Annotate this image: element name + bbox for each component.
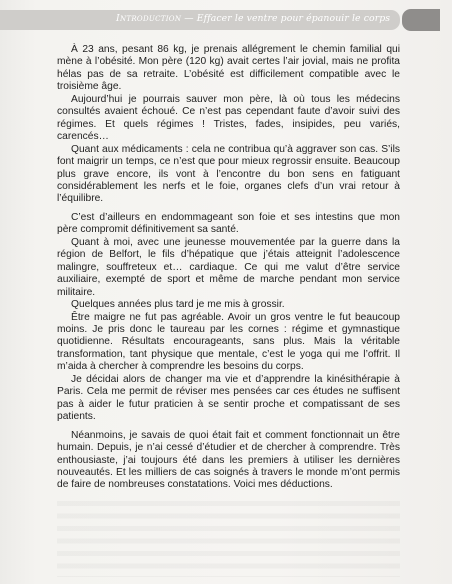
paragraph: Quelques années plus tard je me mis à grossir.	[71, 299, 285, 311]
paragraph: Néanmoins, je savais de quoi était fait et comment fonctionnait un être humain. Depuis, je n’ai cessé d’étudier et de chercher à comprendre. Très enthousiaste, j’ai toujours été dans les premiers à utiliser les dernières nouveautés. Et les milliers de cas soignés à travers le monde m’ont permis de faire de nombreuses constatations. Voici mes déductions.	[57, 429, 400, 491]
paragraph: Aujourd’hui je pourrais sauver mon père, là où tous les médecins consultés avaient échoué. Ce n’est pas cependant faute d’avoir suivi des régimes. Et quels régimes ! Tristes, fades, insipides, peu variés, carencés…	[57, 93, 400, 143]
chapter-tab	[402, 9, 440, 31]
show-through-text	[57, 497, 400, 577]
paragraph: Être maigre ne fut pas agréable. Avoir un gros ventre le fut beaucoup moins. Je pris donc le taureau par les cornes : régime et gymnastique quotidienne. Résultats encourageants, sans plus. Mais la véritable transformation, tant physique que mentale, c’est le yoga qui me l’offrit. Il m’aida à chercher à comprendre les besoins du corps.	[57, 311, 400, 373]
paragraph: À 23 ans, pesant 86 kg, je prenais allégrement le chemin familial qui mène à l’obésité. Mon père (120 kg) avait certes l’air jovial, mais ne profita hélas pas de sa retraite. L’obésité est difficilement compatible avec le troisième âge.	[57, 44, 400, 93]
running-header-title: — Effacer le ventre pour épanouir le corps	[181, 13, 391, 24]
body-text	[57, 44, 400, 492]
paragraph: C’est d’ailleurs en endommageant son foie et ses intestins que mon père compromit définitivement sa santé.	[57, 211, 400, 236]
paragraph: Quant à moi, avec une jeunesse mouvementée par la guerre dans la région de Belfort, le fils d’hépatique que j’étais atteignit l’adolescence malingre, souffreteux et… cardiaque. Ce qui me valut d’être service auxiliaire, exempté de sport et même de marche pendant mon service militaire.	[57, 236, 400, 298]
running-header	[116, 13, 390, 24]
paragraph: Je décidai alors de changer ma vie et d’apprendre la kinésithérapie à Paris. Cela me permit de réviser mes pensées car ces études ne suffisent pas à aider le futur praticien à se sentir proche et compatissant de ses patients.	[57, 373, 400, 423]
running-header-section: Introduction	[116, 13, 182, 24]
paragraph: Quant aux médicaments : cela ne contribua qu’à aggraver son cas. S’ils font maigrir un temps, ce n’est que pour mieux regrossir ensuite. Beaucoup plus grave encore, ils vont à l’encontre du bon sens en fatiguant considérablement les nerfs et le foie, organes clefs d’un vrai retour à l’équilibre.	[57, 143, 400, 205]
